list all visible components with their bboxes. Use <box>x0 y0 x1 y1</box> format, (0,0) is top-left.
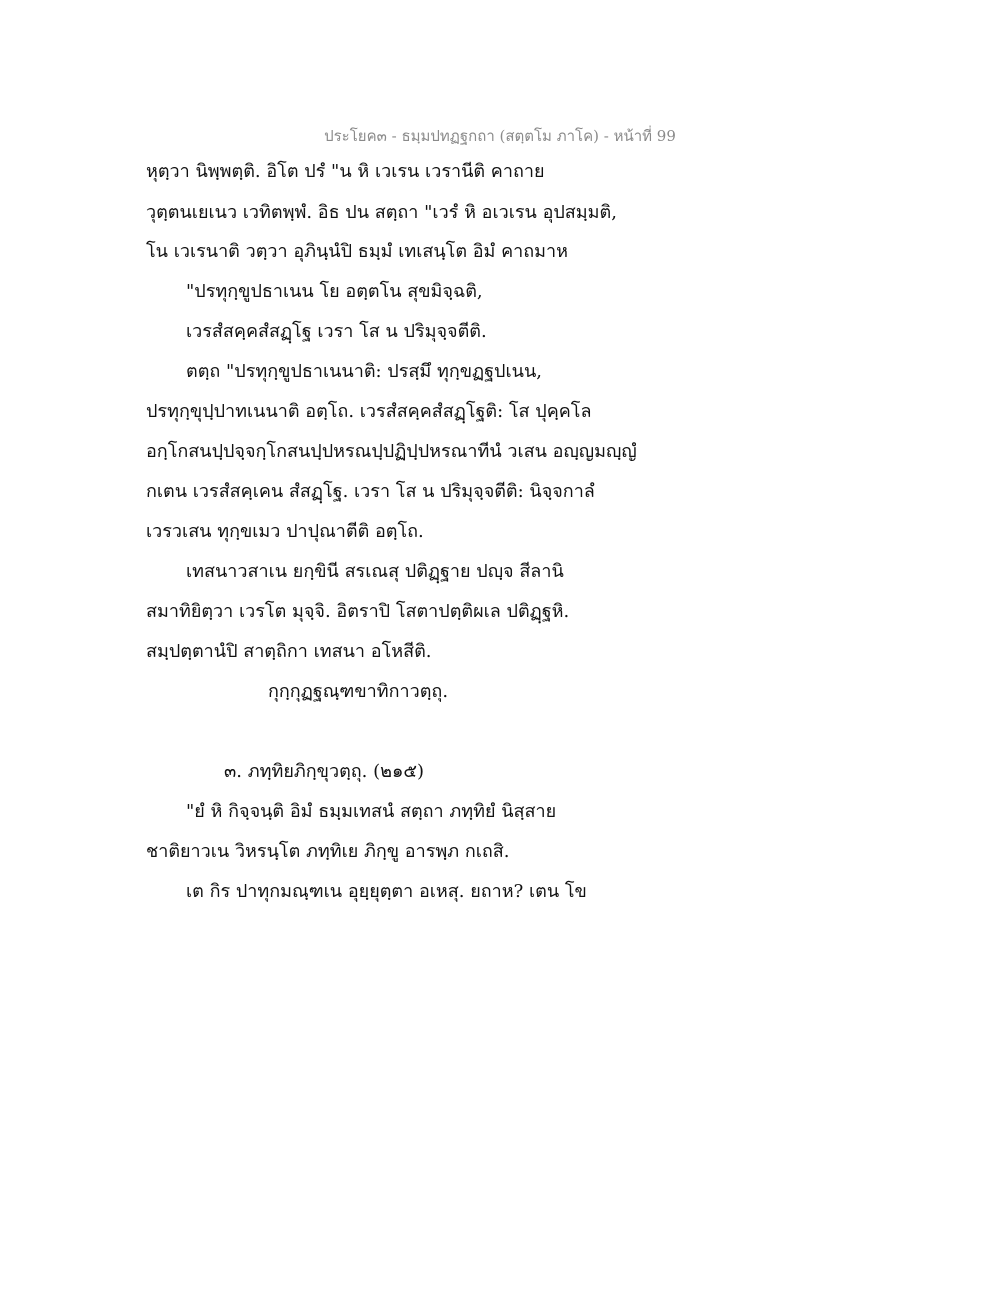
page-header: ประโยค๓ - ธมฺมปทฏฐกถา (สตฺตโม ภาโค) - หน้าที่ 99 <box>324 127 676 145</box>
text-line: ปรทุกฺขุปฺปาทเนนาติ อตฺโถ. เวรสํสคฺคสํสฏฺโฐติ: โส ปุคฺคโล <box>146 401 592 422</box>
section-heading: ๓. ภทฺทิยภิกฺขุวตฺถุ. (๒๑๕) <box>224 761 425 782</box>
text-line: เทสนาวสาเน ยกฺขินี สรเณสุ ปติฏฺฐาย ปญฺจ สีลานิ <box>186 561 564 582</box>
text-line: ตตฺถ "ปรทุกฺขูปธาเนนาติ: ปรสฺมึ ทุกฺขฏฐปเนน, <box>186 361 542 382</box>
story-end-title: กุกฺกุฏฐณฺฑขาทิกาวตฺถุ. <box>268 681 449 702</box>
text-line: เวรวเสน ทุกฺขเมว ปาปุณาตีติ อตฺโถ. <box>146 521 424 542</box>
text-line: วุตฺตนเยเนว เวทิตพฺพํ. อิธ ปน สตฺถา "เวรํ หิ อเวเรน อุปสมฺมติ, <box>146 202 617 223</box>
text-line: กเตน เวรสํสคฺเคน สํสฏฺโฐ. เวรา โส น ปริมุจฺจตีติ: นิจฺจกาลํ <box>146 481 595 502</box>
verse-line: เวรสํสคฺคสํสฏฺโฐ เวรา โส น ปริมุจฺจตีติ. <box>186 321 487 342</box>
text-line: สมาทิยิตฺวา เวรโต มุจฺจิ. อิตราปิ โสตาปตฺติผเล ปติฏฺฐหิ. <box>146 601 570 622</box>
verse-line: "ปรทุกฺขูปธาเนน โย อตฺตโน สุขมิจฺฉติ, <box>186 281 483 302</box>
text-line: หุตฺวา นิพฺพตฺติ. อิโต ปรํ "น หิ เวเรน เวรานีติ คาถาย <box>146 161 545 182</box>
text-line: โน เวเรนาติ วตฺวา อุภินฺนํปิ ธมฺมํ เทเสนฺโต อิมํ คาถมาห <box>146 241 569 262</box>
text-line: ชาติยาวเน วิหรนฺโต ภทฺทิเย ภิกฺขู อารพฺภ กเถสิ. <box>146 841 510 862</box>
text-line: อกฺโกสนปฺปจฺจกฺโกสนปฺปหรณปฺปฏิปฺปหรณาทีนํ วเสน อญฺญมญฺญํ <box>146 441 637 462</box>
text-line: เต กิร ปาทุกมณฺฑเน อุยฺยุตฺตา อเหสุ. ยถาห? เตน โข <box>186 881 587 902</box>
text-line: "ยํ หิ กิจฺจนฺติ อิมํ ธมฺมเทสนํ สตฺถา ภทฺทิยํ นิสฺสาย <box>186 801 557 822</box>
text-line: สมฺปตฺตานํปิ สาตฺถิกา เทสนา อโหสีติ. <box>146 641 432 662</box>
